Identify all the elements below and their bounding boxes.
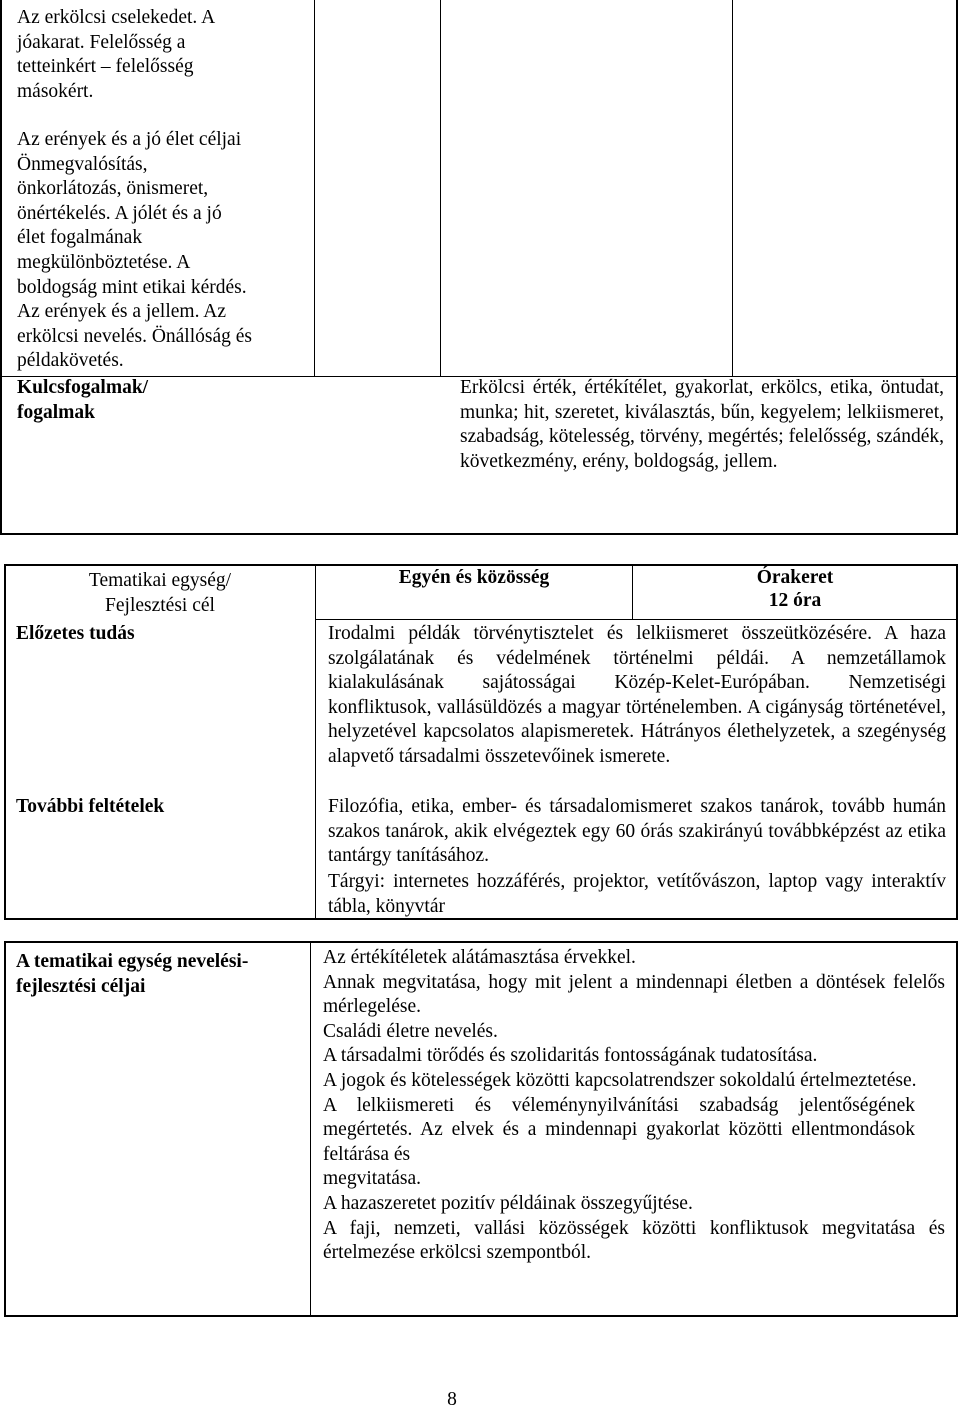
key-concepts-label: Kulcsfogalmak/ fogalmak	[17, 377, 149, 423]
goals-label: A tematikai egység nevelési- fejlesztési céljai	[16, 951, 249, 997]
goal-item: A faji, nemzeti, vallási közösségek közötti konfliktusok megvitatása és értelmezése erkölcsi szempontból.	[323, 1217, 945, 1264]
prior-knowledge-label: Előzetes tudás	[16, 623, 135, 644]
goal-item: A jogok és kötelességek közötti kapcsolatrendszer sokoldalú értelmeztetése.	[323, 1069, 917, 1091]
key-concepts-text: Erkölcsi érték, értékítélet, gyakorlat, erkölcs, etika, öntudat, munka; hit, szeretet, kiválasztás, bűn, kegyelem; lelkiismeret, szabadság, kötelesség, törvény, megértés; felelősség, szándék, következmény, erény, boldogság, jellem.	[460, 377, 944, 472]
further-conditions-staff: Filozófia, etika, ember- és társadalomismeret szakos tanárok, tovább humán szakos tanárok, akik elvégeztek egy 60 órás szakirányú továbbképzést az etika tantárgy tanításához.	[328, 796, 946, 867]
goal-item: Az értékítéletek alátámasztása érvekkel.	[323, 947, 636, 968]
page-number: 8	[447, 1389, 457, 1410]
goal-item: Annak megvitatása, hogy mit jelent a mindennapi életben a döntések felelős mérlegelése.	[323, 971, 945, 1018]
goal-item: A társadalmi törődés és szolidaritás fontosságának tudatosítása.	[323, 1045, 818, 1067]
topic-text-responsibility: Az erkölcsi cselekedet. A jóakarat. Felelősség a tetteinkért – felelősség másokért.	[17, 7, 216, 102]
goal-item: Családi életre nevelés.	[323, 1020, 498, 1042]
goal-item: megvitatása.	[323, 1168, 422, 1190]
hours-label: Órakeret 12 óra	[756, 567, 834, 611]
goal-item: A hazaszeretet pozitív példáinak összegyűjtése.	[323, 1192, 693, 1214]
further-conditions-equipment: Tárgyi: internetes hozzáférés, projektor, vetítővászon, laptop vagy interaktív tábla, könyvtár	[328, 871, 946, 917]
theme-title: Egyén és közösség	[398, 567, 550, 588]
theme-label: Tematikai egység/ Fejlesztési cél	[88, 570, 232, 616]
goals-list	[323, 946, 945, 1266]
goal-item: A lelkiismereti és véleménynyilvánítási szabadság jelentőségének megértetés. Az elvek és a mindennapi gyakorlat közötti ellentmondások feltárása és	[323, 1094, 915, 1165]
prior-knowledge-text: Irodalmi példák törvénytisztelet és lelkiismeret összeütközésére. A haza szolgálatának és védelmének történelmi példái. A nemzetállamok kialakulásának sajátosságai Közép-Kelet-Európában. Nemzetiségi konfliktusok, vallásüldözés a magyar történelemben. A cigányság történetével, helyzetével kapcsolatos alapismeretek. Hátrányos élethelyzetek, a szegénység alapvető társadalmi összetevőinek ismerete.	[328, 623, 946, 767]
further-conditions-label: További feltételek	[16, 796, 165, 817]
topic-text-virtues: Az erények és a jó élet céljai Önmegvalósítás, önkorlátozás, önismeret, önértékelés. A jólét és a jó élet fogalmának megkülönböztetése. A boldogság mint etikai kérdés. Az erények és a jellem. Az erkölcsi nevelés. Önállóság és példakövetés.	[17, 129, 253, 372]
